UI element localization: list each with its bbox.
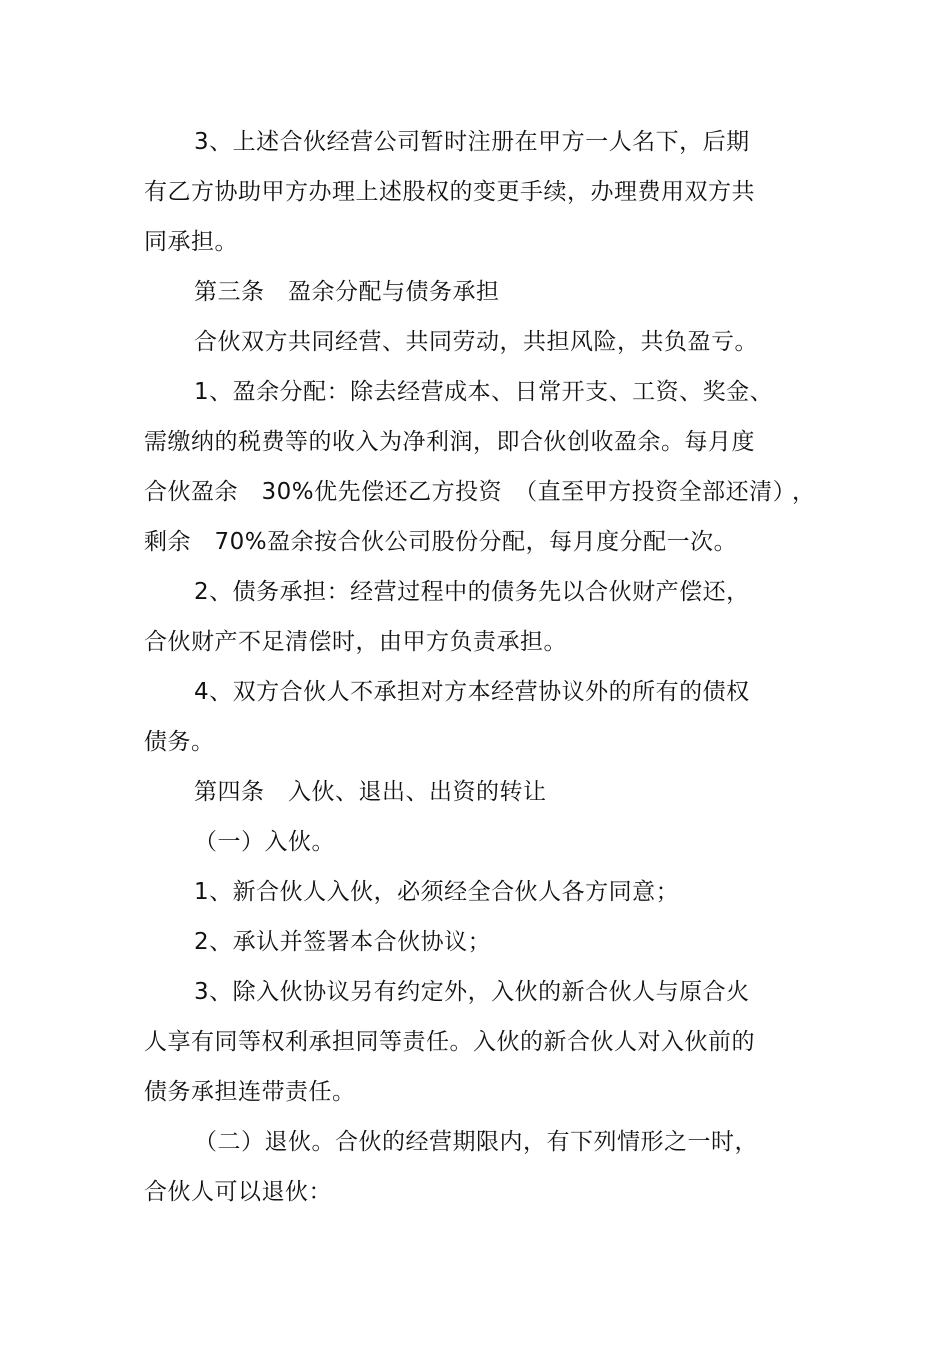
trailing-comma: ， [792,479,816,505]
subsection-heading: （一）入伙。 [194,829,335,855]
paragraph-line: 需缴纳的税费等的收入为净利润，即合伙创收盈余。每月度 [144,429,755,455]
paragraph-line: 债务承担连带责任。 [144,1079,356,1105]
paragraph-line: 合伙双方共同经营、共同劳动，共担风险，共负盈亏。 [194,329,758,355]
paragraph-line: 3、除入伙协议另有约定外，入伙的新合伙人与原合火 [194,979,750,1005]
subsection-heading: （二）退伙。合伙的经营期限内，有下列情形之一时， [194,1129,758,1155]
section-heading: 第三条 盈余分配与债务承担 [194,279,500,305]
paragraph-line [144,477,814,507]
paragraph-line: 债务。 [144,729,215,755]
line-text: 合伙盈余 30%优先偿还乙方投资 （直至甲方投资全部还清） [144,479,797,505]
paragraph-line: 1、新合伙人入伙，必须经全合伙人各方同意； [194,879,680,905]
section-heading: 第四条 入伙、退出、出资的转让 [194,779,547,805]
paragraph-line: 1、盈余分配：除去经营成本、日常开支、工资、奖金、 [194,379,774,405]
paragraph-line: 剩余 70%盈余按合伙公司股份分配，每月度分配一次。 [144,529,738,555]
paragraph-line: 合伙财产不足清偿时，由甲方负责承担。 [144,629,567,655]
paragraph-line: 同承担。 [144,229,238,255]
paragraph-line: 3、上述合伙经营公司暂时注册在甲方一人名下，后期 [194,129,750,155]
paragraph-line: 有乙方协助甲方办理上述股权的变更手续，办理费用双方共 [144,179,755,205]
paragraph-line: 合伙人可以退伙： [144,1179,332,1205]
paragraph-line: 4、双方合伙人不承担对方本经营协议外的所有的债权 [194,679,750,705]
paragraph-line: 2、债务承担：经营过程中的债务先以合伙财产偿还， [194,579,750,605]
paragraph-line: 人享有同等权利承担同等责任。入伙的新合伙人对入伙前的 [144,1029,755,1055]
paragraph-line: 2、承认并签署本合伙协议； [194,929,492,955]
